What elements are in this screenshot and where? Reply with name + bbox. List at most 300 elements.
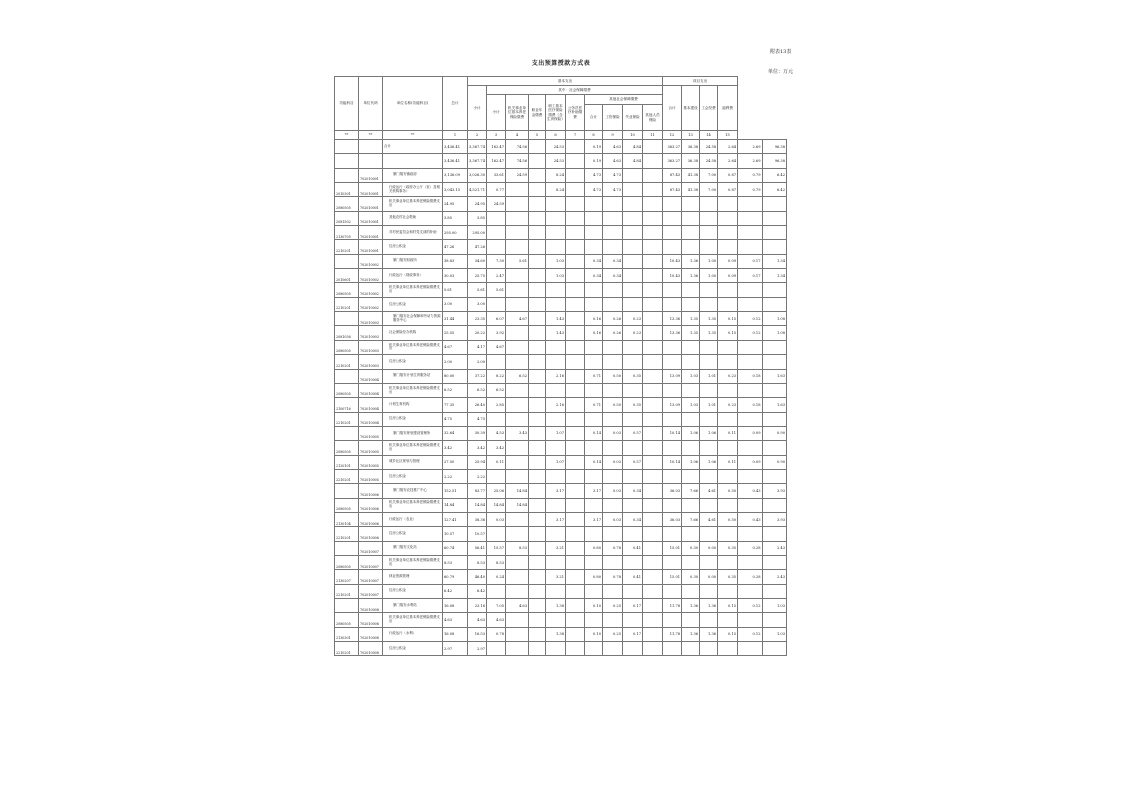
value-cell: 16.08: [443, 599, 468, 613]
value-cell: [682, 613, 700, 627]
expenditure-table: [334, 76, 787, 656]
value-cell: [506, 627, 529, 641]
value-cell: [738, 297, 762, 311]
value-cell: [506, 197, 529, 211]
value-cell: [643, 283, 663, 297]
value-cell: 0.11: [718, 426, 738, 440]
value-cell: [738, 412, 762, 426]
unit-code-cell: 702010007: [359, 555, 383, 569]
value-cell: 0.24: [487, 570, 506, 584]
value-cell: [682, 383, 700, 397]
unit-name-cell: 合计: [383, 140, 443, 154]
value-cell: [643, 340, 663, 354]
value-cell: [700, 441, 718, 455]
value-cell: 1.06: [700, 426, 718, 440]
value-cell: 1.38: [546, 599, 566, 613]
value-cell: 0.12: [738, 312, 762, 326]
value-cell: 0.30: [682, 541, 700, 555]
header-func-code: 功能科目: [335, 77, 359, 131]
unit-name-cell: 行政运行（政府办公厅（室）及相关机构事务）: [383, 183, 443, 197]
value-cell: 10.14: [663, 455, 682, 469]
unit-name-cell: 行政运行（农业）: [383, 512, 443, 526]
value-cell: [585, 555, 603, 569]
value-cell: [529, 455, 546, 469]
table-row: [335, 297, 787, 311]
value-cell: [718, 613, 738, 627]
value-cell: 3,043.15: [443, 183, 468, 197]
value-cell: [566, 570, 585, 584]
value-cell: 41.38: [682, 168, 700, 182]
value-cell: 34.60: [468, 254, 487, 268]
value-cell: [506, 642, 529, 656]
value-cell: 0.90: [762, 455, 786, 469]
value-cell: [529, 211, 546, 225]
value-cell: [623, 412, 643, 426]
unit-name-cell: 机关事业单位基本养老保险缴费支出: [383, 197, 443, 211]
value-cell: [762, 240, 786, 254]
func-code-cell: 2080505: [335, 441, 359, 455]
header-p-fund: 福利费: [718, 86, 738, 131]
value-cell: 1.36: [682, 254, 700, 268]
value-cell: 14.84: [487, 498, 506, 512]
value-cell: 0.09: [738, 455, 762, 469]
unit-name-cell: 机关事业单位基本养老保险缴费支出: [383, 283, 443, 297]
func-code-cell: [335, 426, 359, 440]
value-cell: [663, 412, 682, 426]
value-cell: 4.63: [603, 154, 623, 168]
value-cell: 23.16: [468, 599, 487, 613]
value-cell: [585, 469, 603, 483]
value-cell: [643, 211, 663, 225]
unit-code-cell: 702010004: [359, 383, 383, 397]
value-cell: [529, 168, 546, 182]
value-cell: 1.43: [546, 312, 566, 326]
table-row: [335, 441, 787, 455]
unit-name-cell: 机关事业单位基本养老保险缴费支出: [383, 555, 443, 569]
value-cell: 96.38: [762, 154, 786, 168]
value-cell: 38.83: [443, 254, 468, 268]
value-cell: [643, 197, 663, 211]
func-code-cell: [335, 484, 359, 498]
func-code-cell: 2130301: [335, 627, 359, 641]
unit-name-cell: 住房公积金: [383, 642, 443, 656]
value-cell: [623, 642, 643, 656]
value-cell: [529, 140, 546, 154]
func-code-cell: [335, 369, 359, 383]
value-cell: [623, 283, 643, 297]
value-cell: [529, 584, 546, 598]
func-code-cell: 2080505: [335, 383, 359, 397]
value-cell: [529, 297, 546, 311]
value-cell: 4.63: [506, 599, 529, 613]
value-cell: 6.42: [443, 584, 468, 598]
value-cell: 4.63: [603, 140, 623, 154]
value-cell: [566, 555, 585, 569]
value-cell: 13.09: [663, 398, 682, 412]
index-cell: 1: [443, 131, 468, 140]
value-cell: 0.78: [603, 541, 623, 555]
header-c-pension: 机关事业单位基本养老保险缴费: [506, 95, 529, 131]
value-cell: [506, 441, 529, 455]
table-row: [335, 469, 787, 483]
value-cell: [643, 226, 663, 240]
value-cell: [700, 197, 718, 211]
value-cell: [546, 355, 566, 369]
table-row: [335, 527, 787, 541]
value-cell: [603, 555, 623, 569]
value-cell: [623, 584, 643, 598]
value-cell: 0.11: [487, 455, 506, 469]
table-row: [335, 398, 787, 412]
value-cell: 0.28: [738, 570, 762, 584]
value-cell: 4.67: [443, 340, 468, 354]
unit-code-cell: 702010008: [359, 613, 383, 627]
value-cell: 80.00: [443, 369, 468, 383]
value-cell: [529, 541, 546, 555]
table-row: [335, 570, 787, 584]
value-cell: [700, 283, 718, 297]
unit-name-cell: 住房公积金: [383, 355, 443, 369]
value-cell: [566, 283, 585, 297]
value-cell: 13.36: [663, 326, 682, 340]
value-cell: 1.36: [700, 599, 718, 613]
value-cell: [506, 326, 529, 340]
header-inner-subtotal: 小计: [487, 95, 506, 131]
value-cell: 3.92: [487, 326, 506, 340]
func-code-cell: 2210201: [335, 527, 359, 541]
value-cell: 2.97: [468, 642, 487, 656]
table-row: [335, 269, 787, 283]
table-row: [335, 312, 787, 326]
value-cell: 10.57: [468, 527, 487, 541]
value-cell: [762, 340, 786, 354]
value-cell: 0.15: [718, 326, 738, 340]
value-cell: 14.84: [468, 498, 487, 512]
value-cell: [546, 498, 566, 512]
value-cell: [566, 211, 585, 225]
value-cell: [762, 283, 786, 297]
value-cell: 0.80: [585, 541, 603, 555]
value-cell: [529, 154, 546, 168]
index-cell: 6: [546, 131, 566, 140]
value-cell: [700, 498, 718, 512]
unit-name-cell: 厦门翔安农技推广中心: [383, 484, 443, 498]
value-cell: 0.23: [718, 398, 738, 412]
value-cell: 3.17: [585, 484, 603, 498]
value-cell: 36.38: [682, 154, 700, 168]
index-cell: 12: [663, 131, 682, 140]
value-cell: 0.34: [623, 512, 643, 526]
value-cell: 4.84: [623, 140, 643, 154]
value-cell: 7.00: [700, 168, 718, 182]
value-cell: 0.17: [623, 627, 643, 641]
value-cell: [682, 226, 700, 240]
value-cell: 0.03: [603, 512, 623, 526]
value-cell: 6.42: [468, 584, 487, 598]
func-code-cell: [335, 140, 359, 154]
index-cell: **: [335, 131, 359, 140]
func-code-cell: 2081502: [335, 211, 359, 225]
value-cell: 0.35: [623, 369, 643, 383]
value-cell: [529, 527, 546, 541]
value-cell: [529, 484, 546, 498]
value-cell: [718, 527, 738, 541]
value-cell: 0.90: [762, 426, 786, 440]
unit-code-cell: 702010001: [359, 211, 383, 225]
value-cell: [762, 555, 786, 569]
value-cell: 1.03: [762, 599, 786, 613]
index-cell: 9: [603, 131, 623, 140]
value-cell: [566, 297, 585, 311]
value-cell: [682, 584, 700, 598]
value-cell: [682, 340, 700, 354]
page-code: 附表13表: [770, 49, 792, 55]
value-cell: [603, 355, 623, 369]
value-cell: 0.17: [623, 599, 643, 613]
value-cell: [603, 469, 623, 483]
value-cell: 83.77: [468, 484, 487, 498]
value-cell: 1.08: [762, 312, 786, 326]
value-cell: [566, 469, 585, 483]
unit-name-cell: 厦门翔安文化站: [383, 541, 443, 555]
value-cell: 87.43: [663, 168, 682, 182]
table-row: [335, 498, 787, 512]
value-cell: [529, 383, 546, 397]
value-cell: [643, 140, 663, 154]
value-cell: 4.73: [585, 168, 603, 182]
value-cell: 1.36: [682, 599, 700, 613]
value-cell: 33.61: [487, 168, 506, 182]
value-cell: 36.03: [663, 484, 682, 498]
value-cell: [487, 226, 506, 240]
value-cell: 0.14: [585, 426, 603, 440]
value-cell: 24.53: [546, 140, 566, 154]
value-cell: [738, 527, 762, 541]
value-cell: [546, 211, 566, 225]
unit-code-cell: 702010001: [359, 226, 383, 240]
func-code-cell: 2080505: [335, 498, 359, 512]
value-cell: 47.26: [443, 240, 468, 254]
value-cell: 1.06: [682, 455, 700, 469]
value-cell: 0.09: [718, 254, 738, 268]
value-cell: 2.16: [546, 398, 566, 412]
value-cell: [718, 355, 738, 369]
value-cell: 0.41: [623, 570, 643, 584]
value-cell: 14.84: [506, 498, 529, 512]
value-cell: [663, 555, 682, 569]
value-cell: 3.42: [487, 441, 506, 455]
unit-name-cell: 住房公积金: [383, 412, 443, 426]
value-cell: [546, 642, 566, 656]
value-cell: 3.43: [506, 426, 529, 440]
value-cell: 24.59: [506, 168, 529, 182]
value-cell: [682, 283, 700, 297]
value-cell: 0.00: [700, 541, 718, 555]
value-cell: [643, 240, 663, 254]
value-cell: 3.93: [762, 512, 786, 526]
value-cell: [529, 254, 546, 268]
value-cell: 1.38: [546, 627, 566, 641]
value-cell: [566, 455, 585, 469]
value-cell: [585, 340, 603, 354]
unit-code-cell: 702010003: [359, 355, 383, 369]
value-cell: [643, 312, 663, 326]
value-cell: 15.01: [663, 570, 682, 584]
value-cell: [529, 426, 546, 440]
value-cell: [529, 283, 546, 297]
table-row: [335, 484, 787, 498]
table-row: [335, 512, 787, 526]
value-cell: 0.30: [682, 570, 700, 584]
value-cell: [623, 340, 643, 354]
table-header: [335, 77, 787, 140]
value-cell: [643, 498, 663, 512]
unit-name-cell: 行政运行（水利）: [383, 627, 443, 641]
value-cell: [663, 469, 682, 483]
value-cell: 0.50: [718, 484, 738, 498]
value-cell: [487, 297, 506, 311]
value-cell: [529, 570, 546, 584]
value-cell: 24.58: [700, 140, 718, 154]
table-row: [335, 168, 787, 182]
value-cell: 0.79: [738, 168, 762, 182]
value-cell: 0.23: [718, 369, 738, 383]
header-unit-code: 单位代码: [359, 77, 383, 131]
value-cell: [529, 226, 546, 240]
value-cell: [643, 613, 663, 627]
table-row: [335, 383, 787, 397]
value-cell: 0.19: [585, 140, 603, 154]
value-cell: 74.56: [506, 140, 529, 154]
table-row: [335, 412, 787, 426]
value-cell: 10.43: [663, 269, 682, 283]
unit-name-cell: 机关事业单位基本养老保险缴费支出: [383, 383, 443, 397]
value-cell: [566, 369, 585, 383]
header-index-row: [335, 131, 787, 140]
value-cell: 0.41: [623, 541, 643, 555]
value-cell: [585, 226, 603, 240]
value-cell: 7.66: [682, 512, 700, 526]
value-cell: [718, 469, 738, 483]
value-cell: 1.63: [762, 398, 786, 412]
value-cell: 152.51: [443, 484, 468, 498]
value-cell: 0.80: [585, 570, 603, 584]
value-cell: [663, 297, 682, 311]
value-cell: 56.41: [468, 541, 487, 555]
value-cell: [566, 498, 585, 512]
value-cell: [663, 355, 682, 369]
unit-code-cell: 702010002: [359, 269, 383, 283]
value-cell: [603, 197, 623, 211]
value-cell: [700, 297, 718, 311]
value-cell: 1.35: [682, 312, 700, 326]
table-row: [335, 642, 787, 656]
value-cell: 0.50: [603, 398, 623, 412]
value-cell: 7.66: [682, 484, 700, 498]
value-cell: 16.53: [468, 627, 487, 641]
unit-code-cell: 702010006: [359, 484, 383, 498]
value-cell: [643, 570, 663, 584]
value-cell: 3.00: [443, 297, 468, 311]
value-cell: 0.78: [487, 627, 506, 641]
value-cell: [623, 240, 643, 254]
value-cell: [506, 383, 529, 397]
value-cell: [566, 426, 585, 440]
value-cell: [738, 584, 762, 598]
value-cell: [546, 412, 566, 426]
table-row: [335, 355, 787, 369]
value-cell: [623, 469, 643, 483]
header-personnel-group: 其中：社会保障缴费: [487, 86, 663, 95]
value-cell: 8.22: [487, 369, 506, 383]
value-cell: 0.26: [603, 326, 623, 340]
header-unit-name: 单位名称(功能科目): [383, 77, 443, 131]
value-cell: [643, 269, 663, 283]
value-cell: [566, 527, 585, 541]
value-cell: [623, 555, 643, 569]
value-cell: 10.57: [443, 527, 468, 541]
value-cell: [700, 469, 718, 483]
value-cell: 3,436.41: [443, 140, 468, 154]
value-cell: [487, 211, 506, 225]
value-cell: [623, 527, 643, 541]
value-cell: 25.06: [487, 484, 506, 498]
value-cell: [529, 627, 546, 641]
index-cell: 14: [700, 131, 718, 140]
value-cell: 4,521.71: [468, 183, 487, 197]
value-cell: 8.24: [546, 168, 566, 182]
value-cell: 0.17: [738, 254, 762, 268]
value-cell: [682, 297, 700, 311]
value-cell: 4.67: [487, 340, 506, 354]
value-cell: 77.35: [443, 398, 468, 412]
value-cell: [682, 642, 700, 656]
value-cell: 11.78: [663, 627, 682, 641]
value-cell: 8.53: [487, 555, 506, 569]
value-cell: 2.00: [468, 355, 487, 369]
index-cell: 11: [643, 131, 663, 140]
table-row: [335, 340, 787, 354]
value-cell: [738, 340, 762, 354]
header-o-subtotal: 合计: [585, 105, 603, 131]
value-cell: [506, 211, 529, 225]
value-cell: 0.34: [585, 254, 603, 268]
value-cell: 0.11: [718, 455, 738, 469]
value-cell: 0.14: [585, 455, 603, 469]
func-code-cell: 2210201: [335, 355, 359, 369]
value-cell: 2.43: [762, 570, 786, 584]
header-project-group: 项目支出: [663, 77, 738, 86]
value-cell: [643, 541, 663, 555]
value-cell: [506, 412, 529, 426]
value-cell: 0.16: [585, 312, 603, 326]
value-cell: 7.30: [487, 254, 506, 268]
table-row: [335, 254, 787, 268]
unit-code-cell: 702010001: [359, 183, 383, 197]
value-cell: 23.35: [468, 312, 487, 326]
value-cell: 0.12: [738, 326, 762, 340]
value-cell: 1.35: [700, 326, 718, 340]
value-cell: [682, 441, 700, 455]
value-cell: [487, 240, 506, 254]
value-cell: [663, 211, 682, 225]
table-row: [335, 627, 787, 641]
value-cell: 3,026.30: [468, 168, 487, 182]
value-cell: 32.64: [443, 426, 468, 440]
value-cell: [603, 211, 623, 225]
value-cell: [603, 412, 623, 426]
value-cell: 0.25: [603, 599, 623, 613]
